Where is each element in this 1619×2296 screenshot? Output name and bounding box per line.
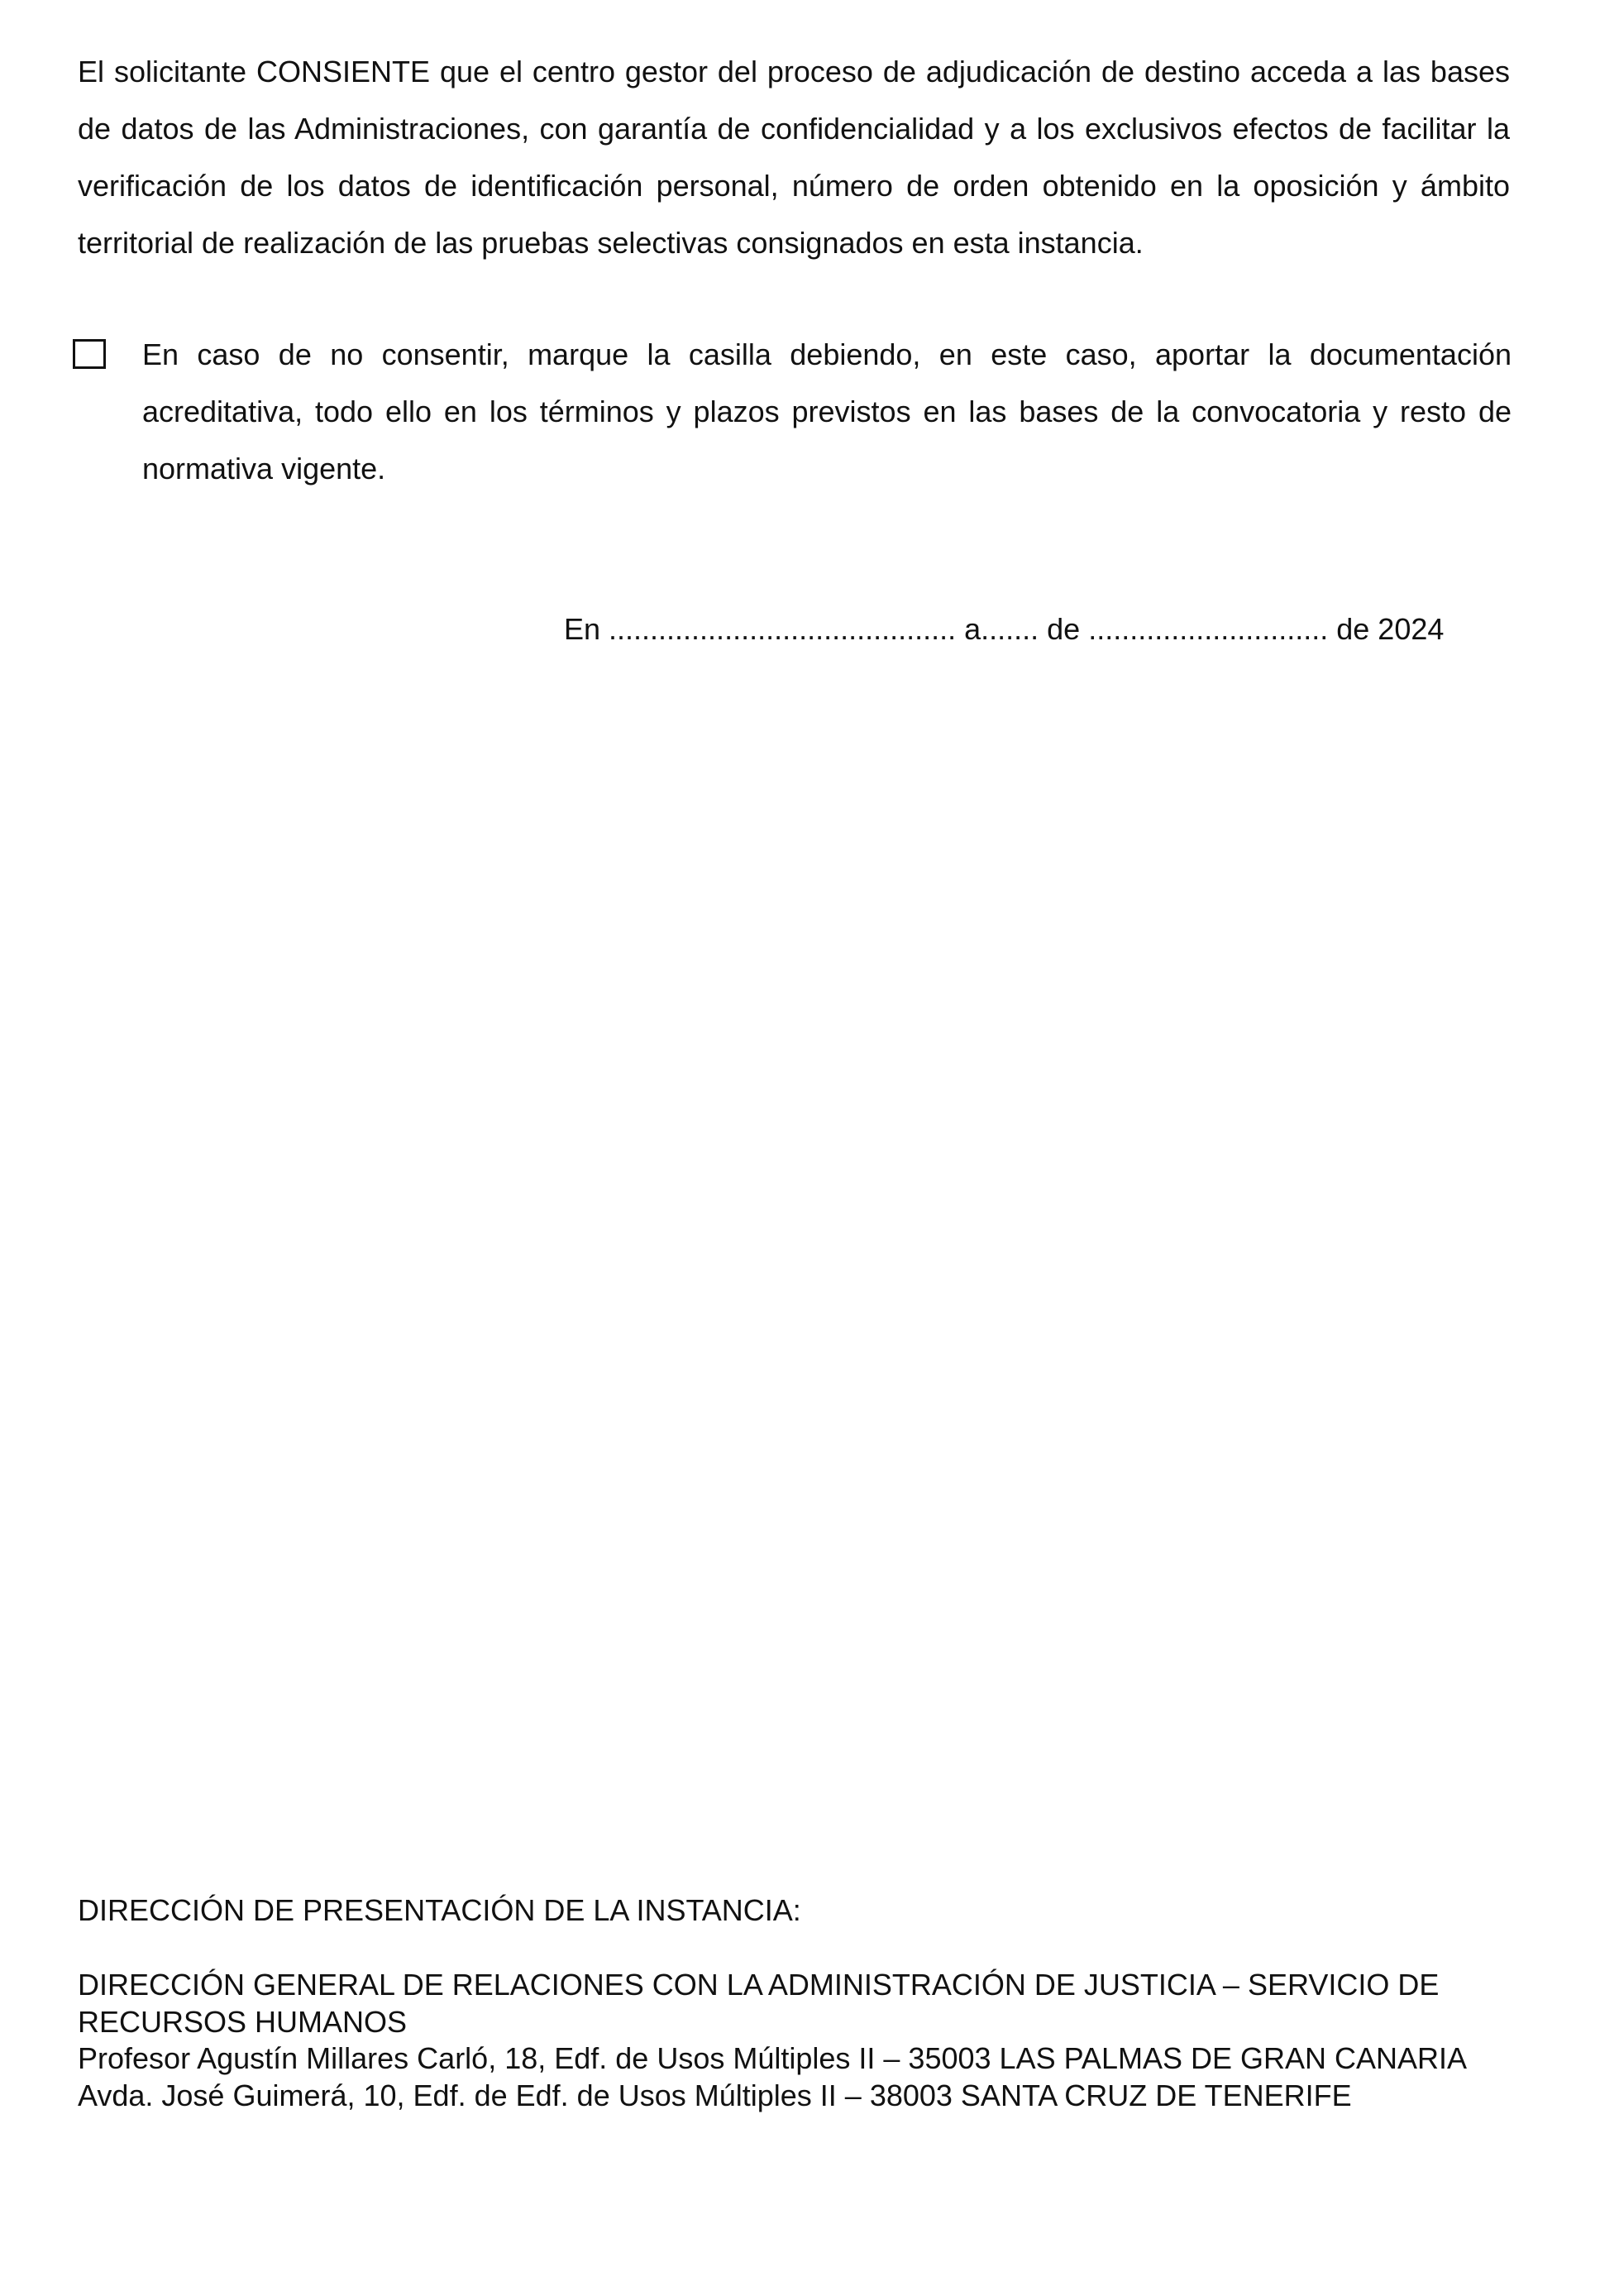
consent-paragraph: El solicitante CONSIENTE que el centro gestor del proceso de adjudicación de destino acceda a las bases de datos de las Administraciones, con garantía de confidencialidad y a los exclusivos efectos de facilitar la verificación de los datos de identificación personal, número de orden obtenido en la oposición y ámbito territorial de realización de las pruebas selectivas consignados en esta instancia. [78, 55, 1510, 260]
address-line-department: DIRECCIÓN GENERAL DE RELACIONES CON LA ADMINISTRACIÓN DE JUSTICIA – SERVICIO DE RECURSOS HUMANOS [78, 1968, 1440, 2039]
address-line-santa-cruz: Avda. José Guimerá, 10, Edf. de Edf. de Usos Múltiples II – 38003 SANTA CRUZ DE TENERIFE [78, 2078, 1352, 2112]
address-heading: DIRECCIÓN DE PRESENTACIÓN DE LA INSTANCIA: [78, 1893, 801, 1927]
no-consent-text: En caso de no consentir, marque la casilla debiendo, en este caso, aportar la documentación acreditativa, todo ello en los términos y plazos previstos en las bases de la convocatoria y resto de normativa vigente. [142, 337, 1512, 486]
no-consent-checkbox[interactable] [73, 339, 106, 369]
address-block [78, 1967, 1550, 2114]
address-line-las-palmas: Profesor Agustín Millares Carló, 18, Edf. de Usos Múltiples II – 35003 LAS PALMAS DE GRAN CANARIA [78, 2041, 1468, 2075]
date-place-line: En .......................................... a....... de ............................. de 2024 [564, 612, 1445, 646]
